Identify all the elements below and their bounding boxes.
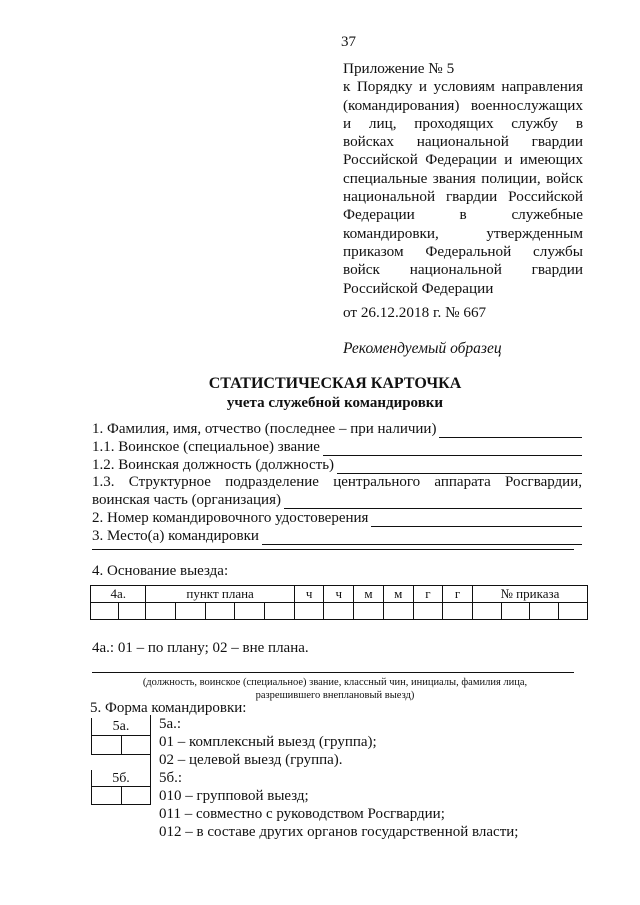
table-header-cell: 4а. bbox=[91, 586, 146, 603]
field-rank bbox=[92, 439, 582, 456]
plan-table bbox=[90, 585, 588, 620]
fill-line bbox=[337, 459, 582, 474]
table-cell[interactable] bbox=[383, 603, 413, 620]
appendix-line: приказом Федеральной службы bbox=[343, 242, 583, 260]
table-cell[interactable] bbox=[235, 603, 265, 620]
appendix-line: Российской Федерации bbox=[343, 279, 494, 297]
field-position bbox=[92, 457, 582, 474]
field-certificate-number bbox=[92, 510, 582, 527]
document-title: СТАТИСТИЧЕСКАЯ КАРТОЧКА bbox=[208, 375, 462, 392]
signature-caption-line: разрешившего внеплановый выезд) bbox=[255, 690, 415, 701]
appendix-header bbox=[343, 60, 583, 322]
table-cell[interactable] bbox=[91, 603, 119, 620]
table-cell[interactable] bbox=[413, 603, 443, 620]
field-label: воинская часть (организация) bbox=[92, 492, 281, 508]
appendix-line: специальные звания полиции, войск bbox=[343, 169, 583, 187]
table-cell[interactable] bbox=[146, 603, 176, 620]
table-cell[interactable] bbox=[354, 603, 384, 620]
field-label: 1.2. Воинская должность (должность) bbox=[92, 457, 335, 473]
box-label: 5а. bbox=[92, 718, 150, 736]
table-cell[interactable] bbox=[501, 603, 530, 620]
box-label: 5б. bbox=[92, 770, 150, 787]
form-code-box-a bbox=[91, 718, 151, 755]
appendix-line: к Порядку и условиям направления bbox=[343, 78, 583, 96]
appendix-line: Российской Федерации и имеющих bbox=[343, 151, 583, 169]
appendix-line: (командирования) военнослужащих bbox=[343, 96, 583, 114]
table-header-cell: г bbox=[443, 586, 473, 603]
appendix-line: и лиц, проходящих службу в bbox=[343, 114, 583, 132]
field-label: 1. Фамилия, имя, отчество (последнее – при наличии) bbox=[92, 421, 437, 437]
fill-line bbox=[371, 512, 582, 527]
table-row bbox=[91, 586, 588, 603]
section5-heading: 5. Форма командировки: bbox=[90, 700, 247, 716]
table-cell[interactable] bbox=[530, 603, 559, 620]
field-unit bbox=[92, 492, 582, 509]
table-cell[interactable] bbox=[294, 603, 324, 620]
table-row bbox=[91, 603, 588, 620]
table-header-cell: ч bbox=[294, 586, 324, 603]
section4-heading: 4. Основание выезда: bbox=[92, 563, 229, 579]
box-cells bbox=[92, 787, 150, 804]
appendix-line: Приложение № 5 bbox=[343, 60, 455, 77]
section5b-heading: 5б.: bbox=[159, 770, 183, 786]
table-cell[interactable] bbox=[176, 603, 206, 620]
fill-line bbox=[92, 672, 574, 673]
list-item: 01 – комплексный выезд (группа); bbox=[159, 734, 377, 750]
list-item: 011 – совместно с руководством Росгвардии; bbox=[159, 806, 445, 822]
field-label: 2. Номер командировочного удостоверения bbox=[92, 510, 369, 526]
fill-line bbox=[92, 549, 574, 550]
field-destination bbox=[92, 528, 582, 545]
page-number: 37 bbox=[341, 34, 356, 50]
table-header-cell: № приказа bbox=[472, 586, 587, 603]
appendix-line: войск национальной гвардии bbox=[343, 261, 583, 279]
table-cell[interactable] bbox=[265, 603, 295, 620]
signature-caption-line: (должность, воинское (специальное) звание, классный чин, инициалы, фамилия лица, bbox=[142, 677, 528, 688]
table-cell[interactable] bbox=[443, 603, 473, 620]
appendix-line: войсках национальной гвардии bbox=[343, 133, 583, 151]
table-cell[interactable] bbox=[472, 603, 501, 620]
list-item: 010 – групповой выезд; bbox=[159, 788, 309, 804]
table-header-cell: г bbox=[413, 586, 443, 603]
input-cell[interactable] bbox=[92, 787, 122, 804]
table-header-cell: пункт плана bbox=[146, 586, 294, 603]
appendix-line: командировки, утвержденным bbox=[343, 224, 583, 242]
table-cell[interactable] bbox=[324, 603, 354, 620]
section5a-heading: 5а.: bbox=[159, 716, 182, 732]
appendix-date: от 26.12.2018 г. № 667 bbox=[343, 303, 487, 321]
fill-line bbox=[262, 530, 582, 545]
fill-line bbox=[323, 441, 582, 456]
form-code-box-b bbox=[91, 770, 151, 805]
list-item: 012 – в составе других органов государственной власти; bbox=[159, 824, 519, 840]
appendix-line: национальной гвардии Российской bbox=[343, 188, 583, 206]
appendix-line: Федерации в служебные bbox=[343, 206, 583, 224]
field-label: 3. Место(а) командировки bbox=[92, 528, 259, 544]
document-subtitle: учета служебной командировки bbox=[226, 395, 444, 411]
plan-note: 4а.: 01 – по плану; 02 – вне плана. bbox=[92, 640, 309, 656]
table-header-cell: м bbox=[354, 586, 384, 603]
table-header-cell: ч bbox=[324, 586, 354, 603]
recommended-sample-label: Рекомендуемый образец bbox=[343, 340, 502, 357]
box-cells bbox=[92, 736, 150, 754]
field-label: 1.1. Воинское (специальное) звание bbox=[92, 439, 320, 455]
table-cell[interactable] bbox=[205, 603, 235, 620]
table-header-cell: м bbox=[383, 586, 413, 603]
input-cell[interactable] bbox=[92, 736, 122, 754]
table-cell[interactable] bbox=[118, 603, 146, 620]
fill-line bbox=[439, 423, 582, 438]
table-cell[interactable] bbox=[559, 603, 588, 620]
list-item: 02 – целевой выезд (группа). bbox=[159, 752, 343, 768]
fill-line bbox=[284, 494, 582, 509]
input-cell[interactable] bbox=[122, 787, 151, 804]
field-unit-label: 1.3. Структурное подразделение центрального аппарата Росгвардии, bbox=[92, 474, 582, 490]
input-cell[interactable] bbox=[122, 736, 151, 754]
field-full-name bbox=[92, 421, 582, 438]
